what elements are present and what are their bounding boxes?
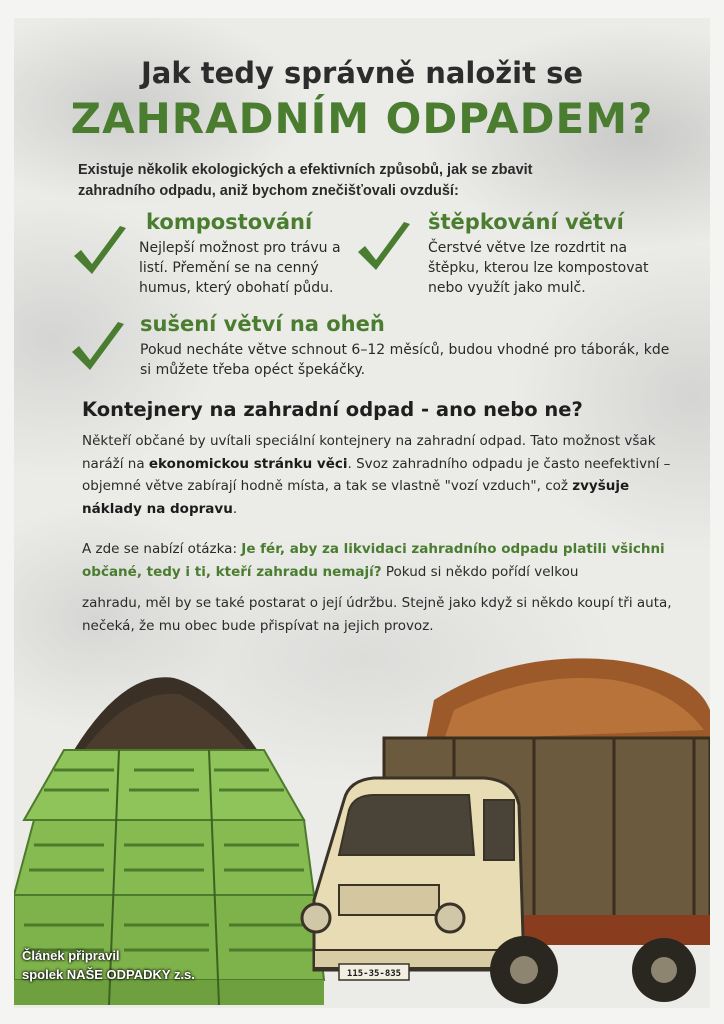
option-drying-text: Pokud necháte větve schnout 6–12 měsíců, budou vhodné pro táborák, kde si můžete třeba opéct špekáčky. [140,342,670,378]
intro-text: Existuje několik ekologických a efektivních způsobů, jak se zbavit zahradního odpadu, aniž bychom znečišťovali ovzduší: [78,162,533,199]
paragraph-question [82,538,672,583]
option-drying-title: sušení větví na oheň [140,312,385,336]
compost-pile [74,677,264,760]
paragraph-text: . Svoz zahradního odpadu je často neefektivní – objemné větve zabírají hodně místa, a tak se vlastně "vozí vzduch", což [82,455,671,494]
title-line-1: Jak tedy správně naložit se [140,56,584,90]
credit-line-2: spolek NAŠE ODPADKY z.s. [22,967,195,982]
license-plate-text: 115-35-835 [346,969,402,979]
truck [302,658,710,1004]
credit [22,946,282,984]
checkmark-icon [68,318,128,378]
paragraph-text: Někteří občané by uvítali speciální kontejnery na zahradní odpad. Tato možnost však naráží na [82,433,656,472]
credit-line-1: Článek připravil [22,948,120,963]
paragraph-text: A zde se nabízí otázka: [82,541,242,557]
option-chipping-title: štěpkování větví [428,210,624,234]
option-compost-text: Nejlepší možnost pro trávu a listí. Přemění se na cenný humus, který obohatí půdu. [139,240,341,296]
checkmark-icon [70,222,130,282]
paragraph-text: . [232,500,238,517]
option-chipping-text: Čerstvé větve lze rozdrtit na štěpku, kterou lze kompostovat nebo využít jako mulč. [428,240,649,296]
question-highlight: Je fér, aby za likvidaci zahradního odpadu platili všichni občané, tedy i ti, kteří zahradu nemají? [82,541,665,580]
paragraph-containers [82,430,672,520]
title-line-2: ZAHRADNÍM ODPADEM? [70,94,654,143]
paragraph-text: Pokud si někdo pořídí velkou [381,563,579,580]
checkmark-icon [354,218,414,278]
paragraph-responsibility: zahradu, měl by se také postarat o její údržbu. Stejně jako když si někdo koupí tři auta, nečeká, že mu obec bude přispívat na jejich provoz. [82,595,672,634]
section-heading: Kontejnery na zahradní odpad - ano nebo ne? [82,398,583,421]
option-compost-title: kompostování [146,210,313,234]
emphasis-text: ekonomickou stránku věci [148,455,348,472]
emphasis-text: zvyšuje náklady na dopravu [82,478,630,517]
